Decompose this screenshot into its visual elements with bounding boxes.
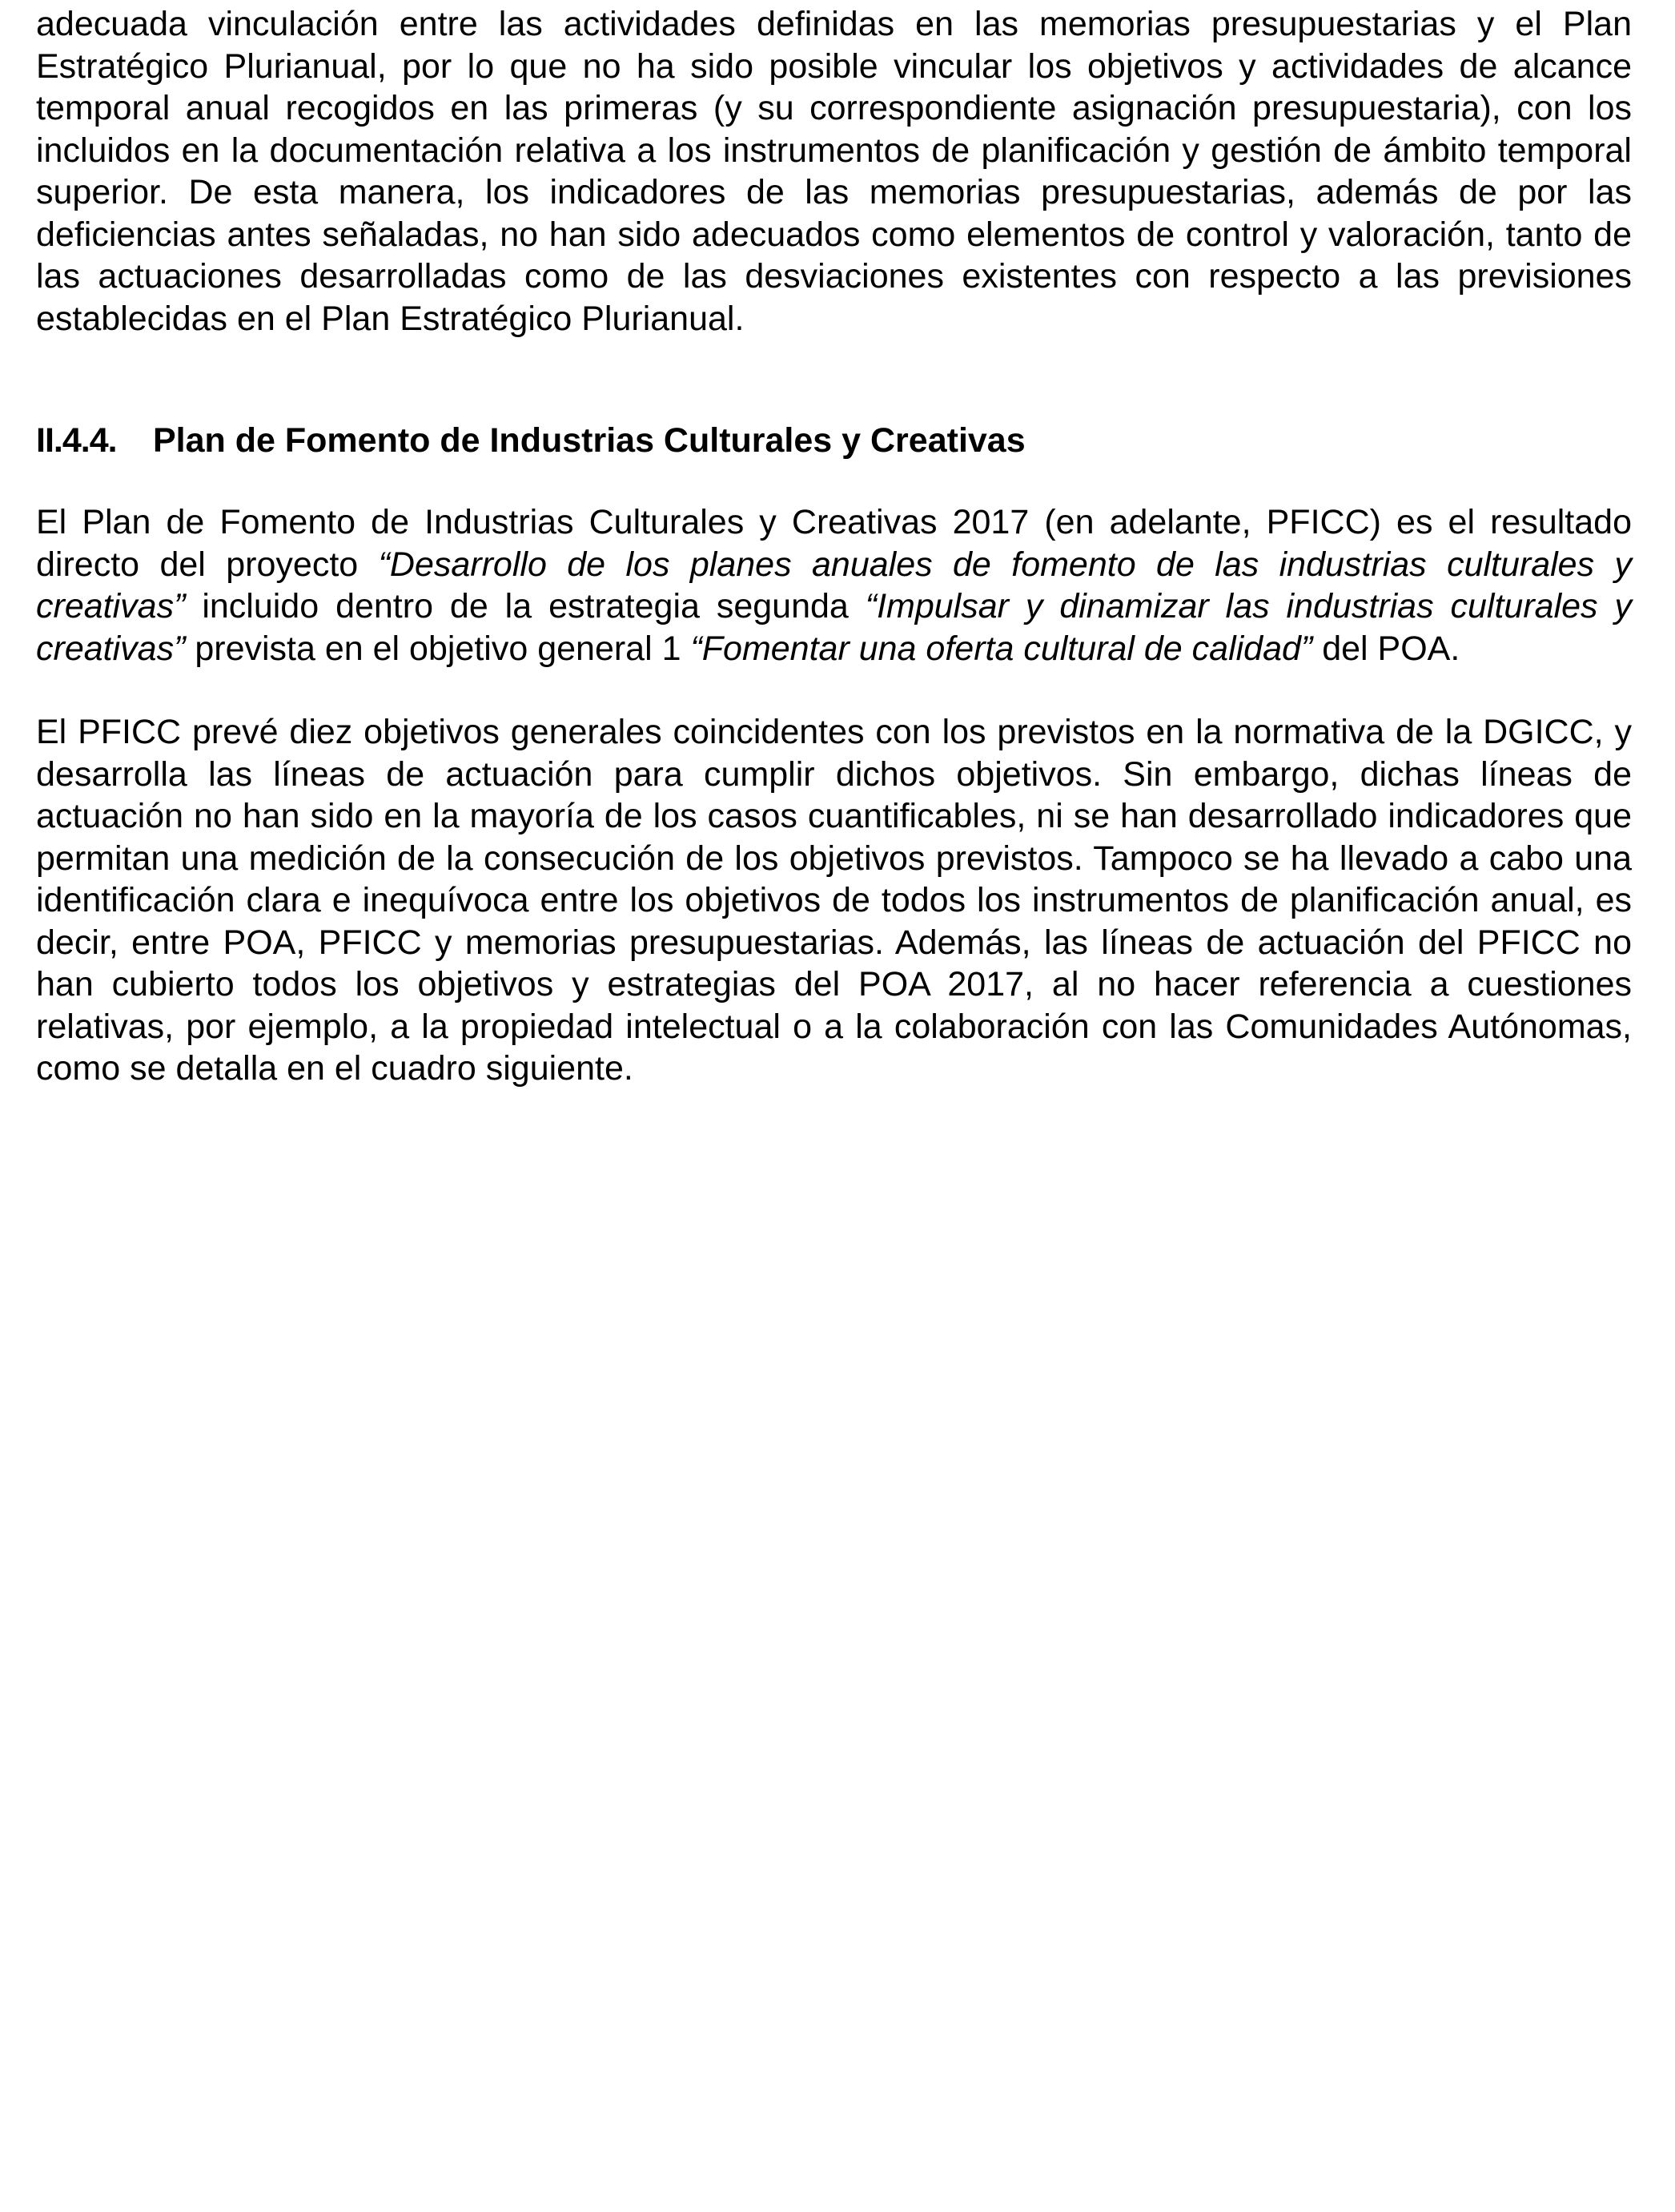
paragraph-text-segment: del POA. (1312, 629, 1460, 668)
section-heading (36, 420, 1632, 461)
paragraph-text-segment: El Plan de Fomento de Industrias Culturales y Creativas 2017 (en adelante, PFICC) es el resultado directo del proyecto (36, 503, 1632, 584)
paragraph-pficc-origen (36, 501, 1632, 670)
quoted-objective-name: “Fomentar una oferta cultural de calidad” (690, 629, 1313, 668)
document-body (36, 3, 1632, 1090)
paragraph-text-segment: incluido dentro de la estrategia segunda (185, 587, 866, 625)
quoted-strategy-name: “Impulsar y dinamizar las industrias culturales y creativas” (36, 587, 1632, 668)
section-number: II.4.4. (36, 421, 117, 460)
paragraph-text-segment: prevista en el objetivo general 1 (185, 629, 691, 668)
quoted-project-name: “Desarrollo de los planes anuales de fomento de las industrias culturales y creativas” (36, 545, 1632, 625)
section-title: Plan de Fomento de Industrias Culturales y Creativas (153, 421, 1026, 460)
paragraph-pficc-objetivos: El PFICC prevé diez objetivos generales coincidentes con los previstos en la normativa de la DGICC, y desarrolla las líneas de actuación para cumplir dichos objetivos. Sin embargo, dichas líneas de actuación no han sido en la mayoría de los casos cuantificables, ni se han desarrollado indicadores que permitan una medición de la consecución de los objetivos previstos. Tampoco se ha llevado a cabo una identificación clara e inequívoca entre los objetivos de todos los instrumentos de planificación anual, es decir, entre POA, PFICC y memorias presupuestarias. Además, las líneas de actuación del PFICC no han cubierto todos los objetivos y estrategias del POA 2017, al no hacer referencia a cuestiones relativas, por ejemplo, a la propiedad intelectual o a la colaboración con las Comunidades Autónomas, como se detalla en el cuadro siguiente. (36, 713, 1632, 1088)
paragraph-vinculacion: adecuada vinculación entre las actividades definidas en las memorias presupuestarias y el Plan Estratégico Plurianual, por lo que no ha sido posible vincular los objetivos y actividades de alcance temporal anual recogidos en las primeras (y su correspondiente asignación presupuestaria), con los incluidos en la documentación relativa a los instrumentos de planificación y gestión de ámbito temporal superior. De esta manera, los indicadores de las memorias presupuestarias, además de por las deficiencias antes señaladas, no han sido adecuados como elementos de control y valoración, tanto de las actuaciones desarrolladas como de las desviaciones existentes con respecto a las previsiones establecidas en el Plan Estratégico Plurianual. (36, 5, 1632, 338)
